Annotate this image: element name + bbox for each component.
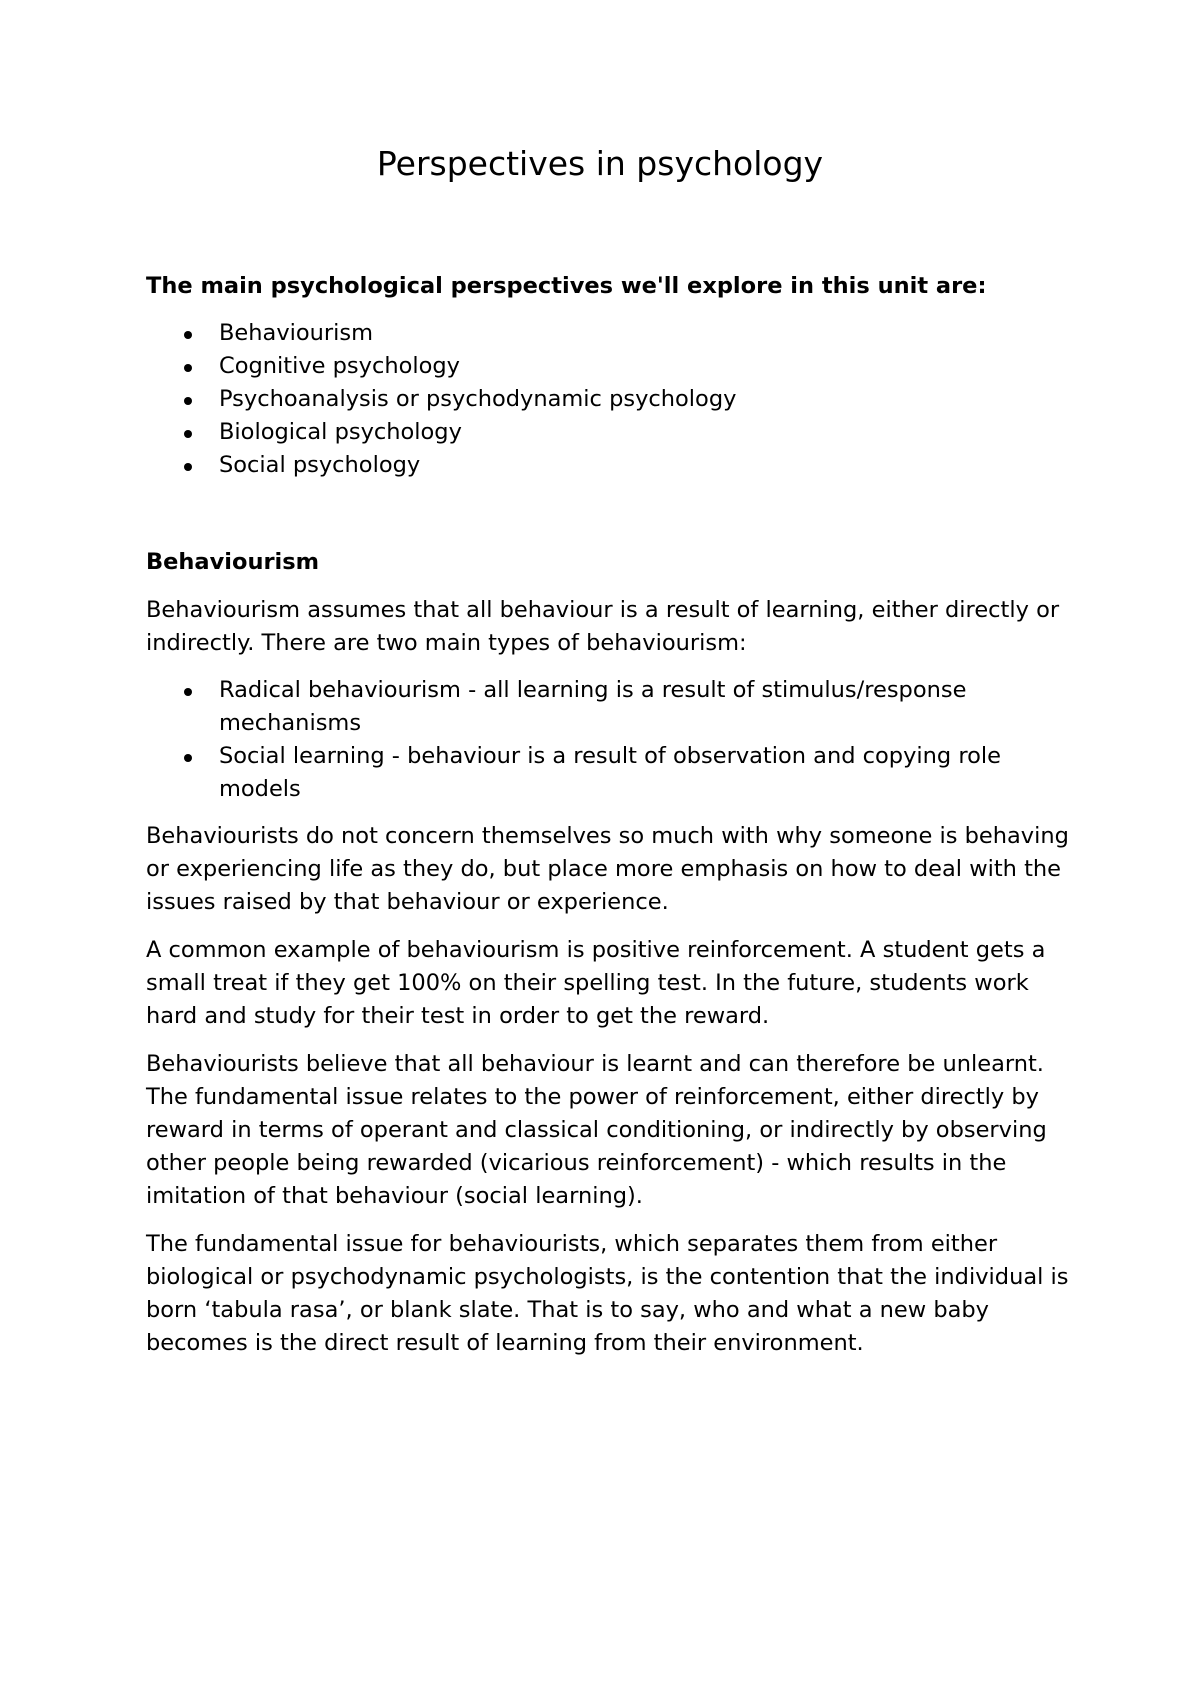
bullet-icon bbox=[184, 463, 192, 471]
perspectives-list bbox=[146, 317, 1076, 482]
list-item bbox=[146, 674, 1076, 740]
paragraph: Behaviourists believe that all behaviour is learnt and can therefore be unlearnt. The fundamental issue relates to the power of reinforcement, either directly by reward in terms of operant and classical conditioning, or indirectly by observing other people being rewarded (vicarious reinforcement) - which results in the imitation of that behaviour (social learning). bbox=[146, 1051, 1047, 1209]
list-item-text: Biological psychology bbox=[219, 419, 462, 445]
list-item-text: Radical behaviourism - all learning is a result of stimulus/response mechanisms bbox=[219, 677, 967, 736]
bullet-icon bbox=[184, 430, 192, 438]
bullet-icon bbox=[184, 688, 192, 696]
paragraph: A common example of behaviourism is positive reinforcement. A student gets a small treat if they get 100% on their spelling test. In the future, students work hard and study for their test in order to get the reward. bbox=[146, 937, 1046, 1029]
bullet-icon bbox=[184, 397, 192, 405]
paragraph: Behaviourists do not concern themselves so much with why someone is behaving or experiencing life as they do, but place more emphasis on how to deal with the issues raised by that behaviour or experience. bbox=[146, 823, 1069, 915]
list-item-text: Social psychology bbox=[219, 452, 421, 478]
list-item bbox=[146, 317, 1076, 350]
section-heading-behaviourism: Behaviourism bbox=[146, 549, 320, 575]
document-body bbox=[146, 270, 1076, 1375]
list-item bbox=[146, 416, 1076, 449]
list-item bbox=[146, 449, 1076, 482]
list-item bbox=[146, 740, 1076, 806]
bullet-icon bbox=[184, 331, 192, 339]
list-item-text: Psychoanalysis or psychodynamic psychology bbox=[219, 386, 737, 412]
bullet-icon bbox=[184, 754, 192, 762]
list-item-text: Cognitive psychology bbox=[219, 353, 460, 379]
list-item bbox=[146, 383, 1076, 416]
intro-heading: The main psychological perspectives we'll explore in this unit are: bbox=[146, 273, 987, 299]
list-item-text: Behaviourism bbox=[219, 320, 374, 346]
list-item-text: Social learning - behaviour is a result of observation and copying role models bbox=[219, 743, 1001, 802]
behaviourism-types-list bbox=[146, 674, 1076, 806]
bullet-icon bbox=[184, 364, 192, 372]
list-item bbox=[146, 350, 1076, 383]
paragraph: Behaviourism assumes that all behaviour is a result of learning, either directly or indirectly. There are two main types of behaviourism: bbox=[146, 597, 1060, 656]
paragraph: The fundamental issue for behaviourists, which separates them from either biological or psychodynamic psychologists, is the contention that the individual is born ‘tabula rasa’, or blank slate. That is to say, who and what a new baby becomes is the direct result of learning from their environment. bbox=[146, 1231, 1069, 1356]
page-title: Perspectives in psychology bbox=[376, 144, 824, 183]
